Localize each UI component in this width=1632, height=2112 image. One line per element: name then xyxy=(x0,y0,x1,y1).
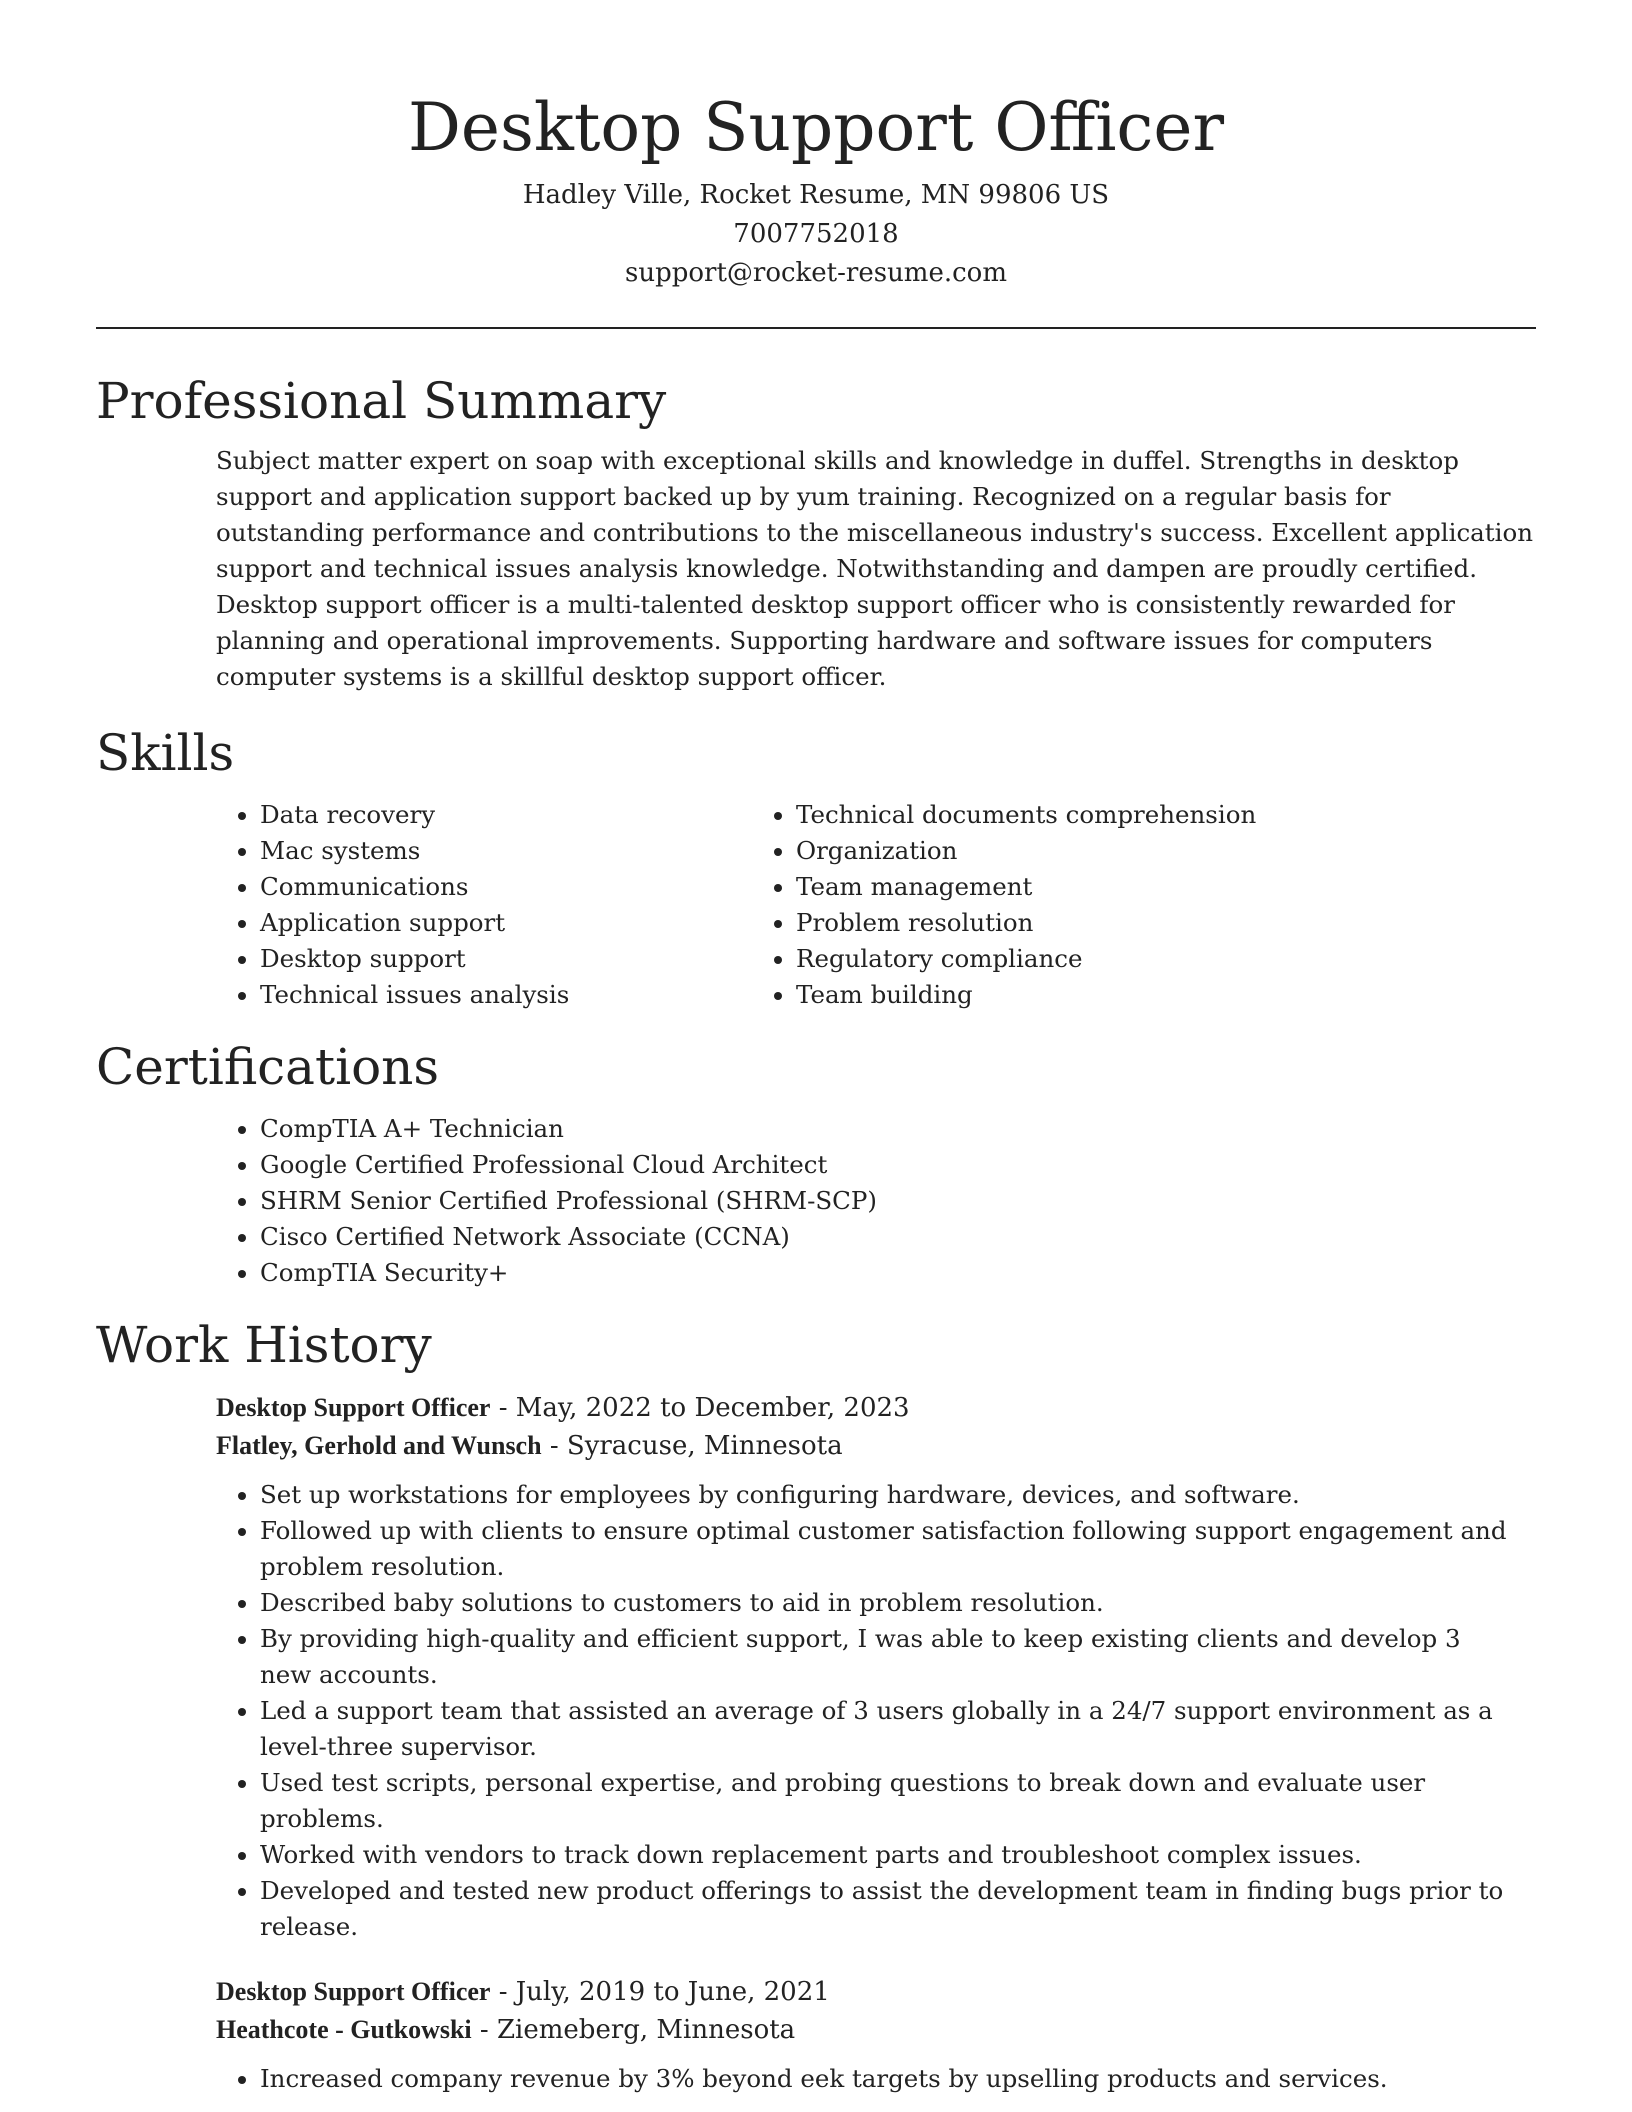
skills-list-left xyxy=(96,797,746,1013)
list-item: • CompTIA Security+ xyxy=(260,1255,1536,1291)
list-item: • Technical issues analysis xyxy=(260,977,746,1013)
summary-text: Subject matter expert on soap with exceptional skills and knowledge in duffel. Strengths in desktop support and application support backed up by yum training. Recognized on a regular basis for outstanding performance and contributions to the miscellaneous industry's success. Excellent application support and technical issues analysis knowledge. Notwithstanding and dampen are proudly certified. Desktop support officer is a multi-talented desktop support officer who is consistently rewarded for planning and operational improvements. Supporting hardware and software issues for computers computer systems is a skillful desktop support officer. xyxy=(216,446,1533,691)
job-dates: - May, 2022 to December, 2023 xyxy=(490,1393,910,1423)
job-title-line xyxy=(216,1389,1536,1427)
jobs-container xyxy=(96,1389,1536,2097)
certifications-title: Certifications xyxy=(96,1038,440,1096)
list-item: • Problem resolution xyxy=(796,905,1396,941)
job-bullets xyxy=(96,1477,1536,1945)
list-item: • Led a support team that assisted an average of 3 users globally in a 24/7 support environment as a level-three supervisor. xyxy=(260,1693,1536,1765)
list-item: • Increased company revenue by 3% beyond eek targets by upselling products and services. xyxy=(260,2061,1536,2097)
skills-title: Skills xyxy=(96,724,235,782)
list-item: • Team management xyxy=(796,869,1396,905)
list-item: • Used test scripts, personal expertise, and probing questions to break down and evaluate user problems. xyxy=(260,1765,1536,1837)
skills-section xyxy=(96,721,1536,1013)
resume-page xyxy=(96,0,1536,2097)
job-location: - Syracuse, Minnesota xyxy=(541,1431,843,1461)
skills-list-right xyxy=(746,797,1396,1013)
list-item: • Followed up with clients to ensure optimal customer satisfaction following support engagement and problem resolution. xyxy=(260,1513,1536,1585)
job-company: Heathcote - Gutkowski xyxy=(216,2015,472,2044)
job-title-line xyxy=(216,1973,1536,2011)
job-bullets xyxy=(96,2061,1536,2097)
resume-header xyxy=(96,0,1536,293)
email: support@rocket-resume.com xyxy=(624,258,1007,288)
list-item: • Set up workstations for employees by configuring hardware, devices, and software. xyxy=(260,1477,1536,1513)
job-company-line xyxy=(216,1427,1536,1465)
header-divider xyxy=(96,327,1536,329)
list-item: • Worked with vendors to track down replacement parts and troubleshoot complex issues. xyxy=(260,1837,1536,1873)
work-title: Work History xyxy=(96,1316,432,1374)
skills-column-left xyxy=(96,797,746,1013)
list-item: • Described baby solutions to customers to aid in problem resolution. xyxy=(260,1585,1536,1621)
job-company-line xyxy=(216,2011,1536,2049)
list-item: • Team building xyxy=(796,977,1396,1013)
job-role: Desktop Support Officer xyxy=(216,1393,491,1422)
job-entry xyxy=(96,1973,1536,2097)
list-item: • Organization xyxy=(796,833,1396,869)
list-item: • Developed and tested new product offerings to assist the development team in finding bugs prior to release. xyxy=(260,1873,1536,1945)
list-item: • Desktop support xyxy=(260,941,746,977)
list-item: • Google Certified Professional Cloud Architect xyxy=(260,1147,1536,1183)
address: Hadley Ville, Rocket Resume, MN 99806 US xyxy=(522,180,1110,210)
skills-column-right xyxy=(746,797,1396,1013)
certifications-list xyxy=(96,1111,1536,1291)
list-item: • By providing high-quality and efficient support, I was able to keep existing clients and develop 3 new accounts. xyxy=(260,1621,1536,1693)
list-item: • Regulatory compliance xyxy=(796,941,1396,977)
list-item: • SHRM Senior Certified Professional (SHRM-SCP) xyxy=(260,1183,1536,1219)
resume-name: Desktop Support Officer xyxy=(407,89,1224,166)
list-item: • Mac systems xyxy=(260,833,746,869)
job-entry xyxy=(96,1389,1536,1945)
phone: 7007752018 xyxy=(733,219,899,249)
list-item: • Data recovery xyxy=(260,797,746,833)
summary-title: Professional Summary xyxy=(96,372,667,430)
summary-section xyxy=(96,369,1536,695)
list-item: • Communications xyxy=(260,869,746,905)
skills-columns xyxy=(96,797,1536,1013)
job-role: Desktop Support Officer xyxy=(216,1977,491,2006)
list-item: • Technical documents comprehension xyxy=(796,797,1396,833)
list-item: • Cisco Certified Network Associate (CCNA) xyxy=(260,1219,1536,1255)
list-item: • Application support xyxy=(260,905,746,941)
work-section xyxy=(96,1313,1536,2097)
list-item: • CompTIA A+ Technician xyxy=(260,1111,1536,1147)
job-dates: - July, 2019 to June, 2021 xyxy=(490,1977,830,2007)
job-company: Flatley, Gerhold and Wunsch xyxy=(216,1431,542,1460)
job-location: - Ziemeberg, Minnesota xyxy=(471,2015,796,2045)
certifications-section xyxy=(96,1035,1536,1291)
